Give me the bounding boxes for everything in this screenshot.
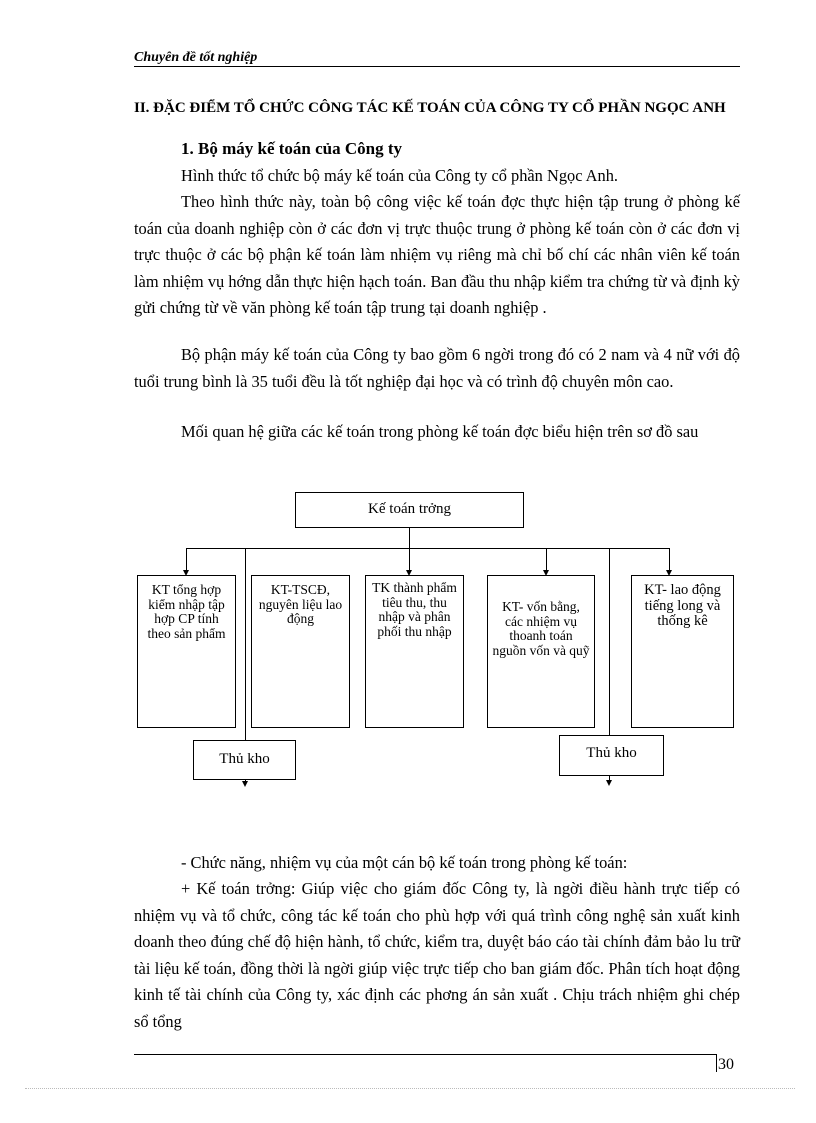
chief-accountant-label: Kế toán trởng [368,501,451,517]
storekeeper-right-box [559,735,664,776]
section-title: II. ĐẶC ĐIỂM TỔ CHỨC CÔNG TÁC KẾ TOÁN CỦA CÔNG TY CỔ PHẦN NGỌC ANH [134,100,726,116]
box-finished-goods [365,575,464,728]
footer-vertical-rule [716,1054,717,1072]
box-labor-wages [631,575,734,728]
paragraph-4: Mối quan hệ giữa các kế toán trong phòng kế toán đợc biểu hiện trên sơ đồ sau [181,422,699,441]
box-fixed-assets [251,575,350,728]
box-finished-goods-label: TK thành phẩm tiêu thu, thu nhập và phân phối thu nhập [372,580,457,639]
box-cash-payments [487,575,595,728]
paragraph-5: - Chức năng, nhiệm vụ của một cán bộ kế toán trong phòng kế toán: [181,853,628,872]
connector-to-box-5 [669,548,670,572]
box-general-accountant-label: KT tổng hợp kiểm nhập tập hợp CP tính theo sản phẩm [147,582,226,641]
connector-to-box-4 [546,548,547,572]
storekeeper-right-label: Thủ kho [586,745,637,761]
header-rule [134,66,740,67]
subsection-title: 1. Bộ máy kế toán của Công ty [181,139,403,158]
arrow-down-icon [606,780,612,786]
page-edge-dots [25,1088,795,1089]
paragraph-6: + Kế toán trởng: Giúp việc cho giám đốc Công ty, là ngời điều hành trực tiếp có nhiệm vụ và tổ chức, công tác kế toán cho phù hợp với quá trình công nghệ sản xuất kinh doanh theo đúng chế độ hiện hành, tổ chức, kiểm tra, duyệt báo cáo tài chính đảm bảo lu trữ tài liệu kế toán, đồng thời là ngời giúp việc trực tiếp cho ban giám đốc. Phân tích hoạt động kinh tế tài chính của Công ty, xác định các phơng án sản xuất . Chịu trách nhiệm ghi chép sổ tổng [134,879,740,1031]
connector-to-box-1 [186,548,187,572]
box-labor-wages-label: KT- lao động tiếng long và thống kê [644,582,721,629]
storekeeper-left-box [193,740,296,780]
box-general-accountant [137,575,236,728]
box-cash-payments-label: KT- vốn bằng, các nhiệm vụ thoanh toán nguồn vốn và quỹ [492,599,590,658]
chief-accountant-box [295,492,524,528]
page-number: 30 [718,1056,734,1073]
footer-rule [134,1054,716,1055]
connector-horizontal-top [186,548,670,549]
paragraph-1: Hình thức tổ chức bộ máy kế toán của Công ty cổ phần Ngọc Anh. [181,166,619,185]
connector-chief-down [409,528,410,548]
storekeeper-left-label: Thủ kho [219,751,270,767]
paragraph-2: Theo hình thức này, toàn bộ công việc kế toán đợc thực hiện tập trung ở phòng kế toán của doanh nghiệp còn ở các đơn vị trực thuộc trung ở phòng kế toán còn ở các đơn vị trực thuộc ở các bộ phận kế toán làm nhiệm vụ riêng mà chỉ bố chí các nhân viên kế toán làm nhiệm vụ hớng dẫn thực hiện hạch toán. Ban đầu thu nhập kiểm tra chứng từ và định kỳ gửi chứng từ về văn phòng kế toán tập trung tại doanh nghiệp . [134,192,740,317]
connector-to-box-3 [409,548,410,572]
paragraph-3: Bộ phận máy kế toán của Công ty bao gồm 6 ngời trong đó có 2 nam và 4 nữ với độ tuổi trung bình là 35 tuổi đều là tốt nghiệp đại học và có trình độ chuyên môn cao. [134,345,740,391]
box-fixed-assets-label: KT-TSCĐ, nguyên liệu lao động [258,582,343,626]
arrow-down-icon [242,781,248,787]
running-header: Chuyên đề tốt nghiệp [134,50,258,65]
